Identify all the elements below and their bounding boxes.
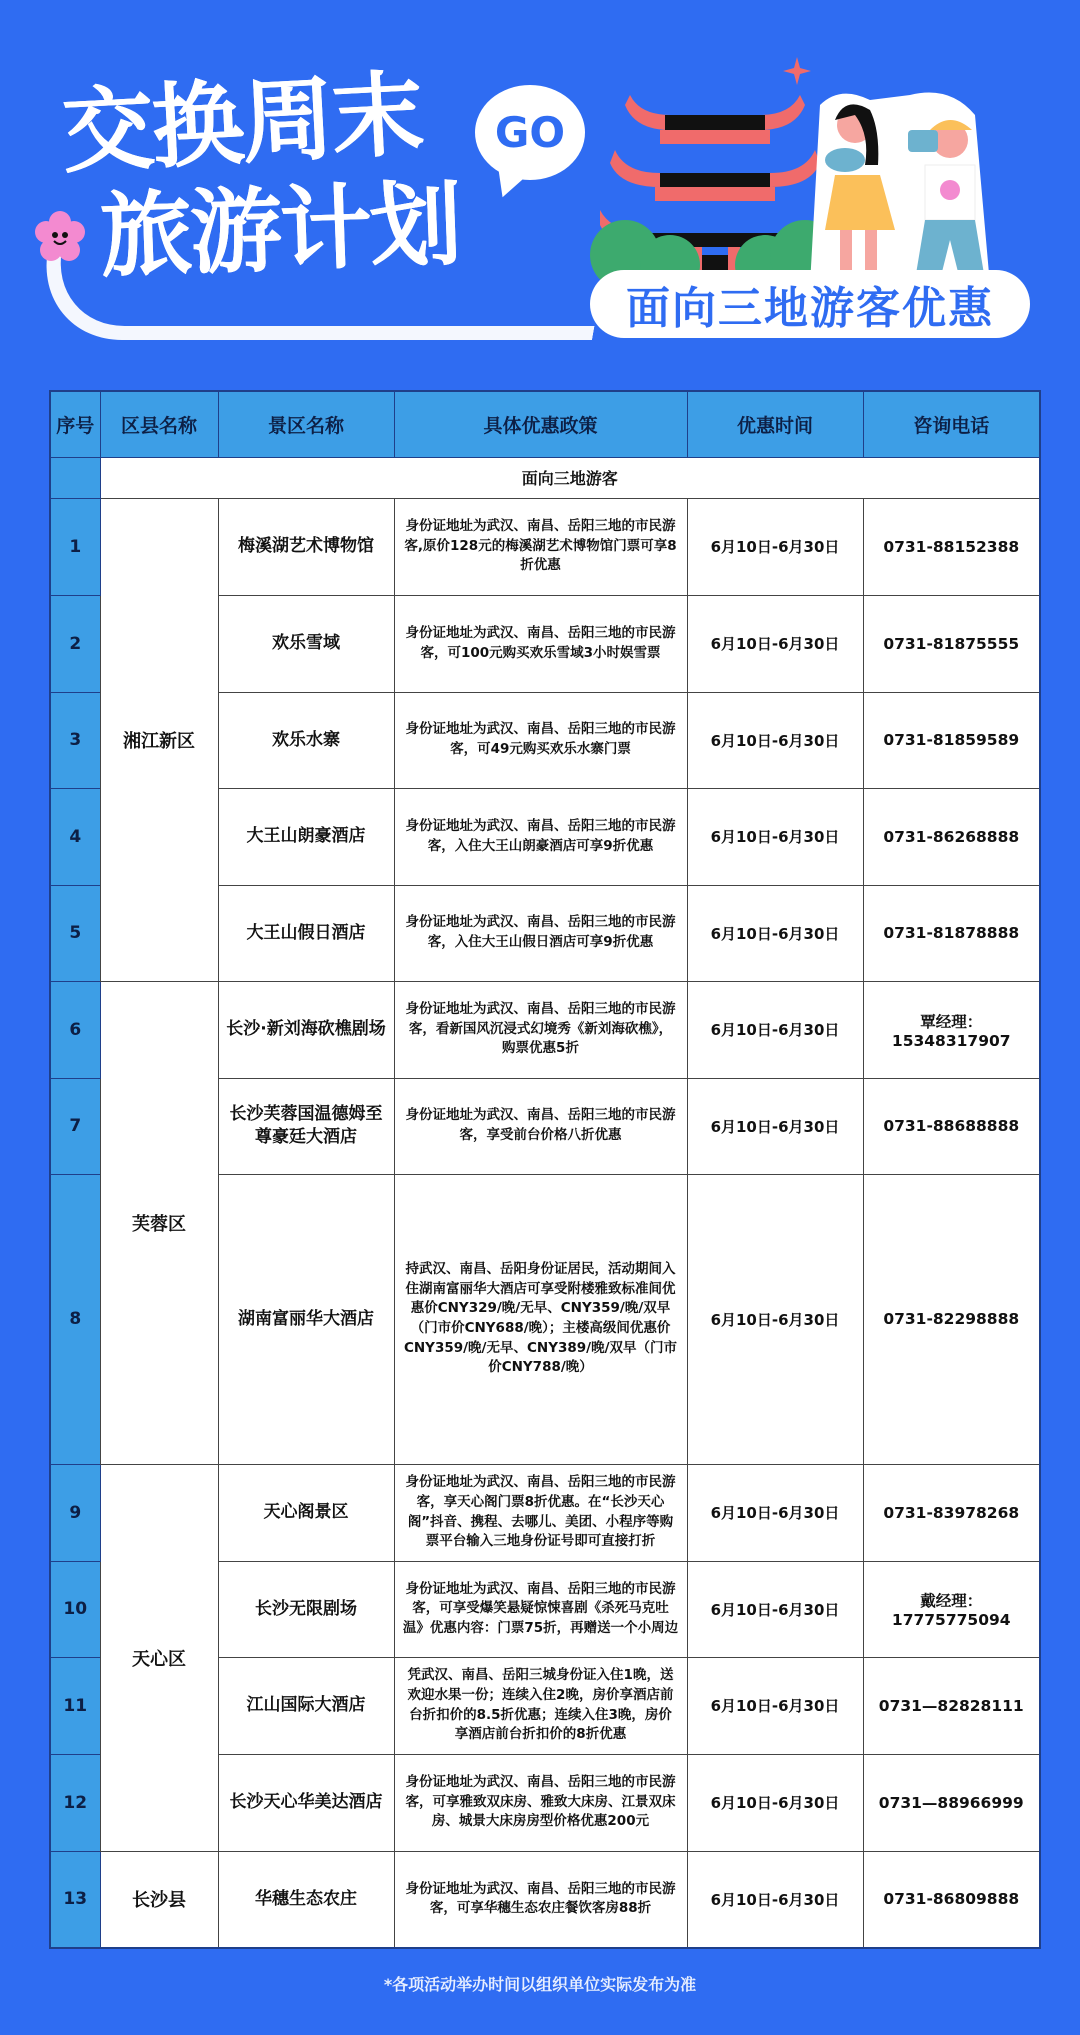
- policy-text: 身份证地址为武汉、南昌、岳阳三地的市民游客，可49元购买欢乐水寨门票: [394, 692, 687, 788]
- spot-name: 江山国际大酒店: [218, 1657, 394, 1754]
- go-badge-text: GO: [494, 108, 566, 157]
- row-index: 6: [50, 981, 100, 1078]
- header-period: 优惠时间: [687, 391, 863, 457]
- row-index: 11: [50, 1657, 100, 1754]
- row-index: 7: [50, 1078, 100, 1174]
- banner-title-line1: 交换周末: [59, 60, 425, 187]
- row-index: 13: [50, 1851, 100, 1948]
- phone-text: 0731—88966999: [863, 1754, 1040, 1851]
- district-cell: 湘江新区: [100, 498, 218, 981]
- phone-text: 0731-81875555: [863, 595, 1040, 692]
- policy-text: 身份证地址为武汉、南昌、岳阳三地的市民游客，看新国风沉浸式幻境秀《新刘海砍樵》，购票优惠5折: [394, 981, 687, 1078]
- row-index: 5: [50, 885, 100, 981]
- policy-text: 身份证地址为武汉、南昌、岳阳三地的市民游客，享天心阁门票8折优惠。在“长沙天心阁”抖音、携程、去哪儿、美团、小程序等购票平台输入三地身份证号即可直接打折: [394, 1464, 687, 1561]
- period-text: 6月10日-6月30日: [687, 1754, 863, 1851]
- go-speech-bubble-icon: [475, 85, 585, 180]
- spot-name: 长沙芙蓉国温德姆至尊豪廷大酒店: [218, 1078, 394, 1174]
- table-row: [50, 1851, 1040, 1948]
- row-index: 8: [50, 1174, 100, 1464]
- period-text: 6月10日-6月30日: [687, 788, 863, 885]
- section-row: [50, 457, 1040, 498]
- header-scenic-spot: 景区名称: [218, 391, 394, 457]
- table-header-row: [50, 391, 1040, 457]
- phone-text: 0731-82298888: [863, 1174, 1040, 1464]
- spot-name: 长沙·新刘海砍樵剧场: [218, 981, 394, 1078]
- spot-name: 天心阁景区: [218, 1464, 394, 1561]
- period-text: 6月10日-6月30日: [687, 498, 863, 595]
- policy-text: 身份证地址为武汉、南昌、岳阳三地的市民游客，可享华穗生态农庄餐饮客房88折: [394, 1851, 687, 1948]
- period-text: 6月10日-6月30日: [687, 1851, 863, 1948]
- policy-text: 身份证地址为武汉、南昌、岳阳三地的市民游客，可100元购买欢乐雪域3小时娱雪票: [394, 595, 687, 692]
- row-index: 12: [50, 1754, 100, 1851]
- header-policy: 具体优惠政策: [394, 391, 687, 457]
- policy-text: 身份证地址为武汉、南昌、岳阳三地的市民游客，可享受爆笑悬疑惊悚喜剧《杀死马克吐温》优惠内容：门票75折，再赠送一个小周边: [394, 1561, 687, 1657]
- district-cell: 天心区: [100, 1464, 218, 1851]
- spot-name: 欢乐水寨: [218, 692, 394, 788]
- phone-text: 0731-81859589: [863, 692, 1040, 788]
- period-text: 6月10日-6月30日: [687, 1657, 863, 1754]
- policy-text: 身份证地址为武汉、南昌、岳阳三地的市民游客，入住大王山朗豪酒店可享9折优惠: [394, 788, 687, 885]
- policy-text: 身份证地址为武汉、南昌、岳阳三地的市民游客，可享雅致双床房、雅致大床房、江景双床房、城景大床房房型价格优惠200元: [394, 1754, 687, 1851]
- row-index: 10: [50, 1561, 100, 1657]
- policy-text: 身份证地址为武汉、南昌、岳阳三地的市民游客，入住大王山假日酒店可享9折优惠: [394, 885, 687, 981]
- phone-text: 0731-86809888: [863, 1851, 1040, 1948]
- decorative-swoosh: [32, 250, 608, 340]
- spot-name: 华穗生态农庄: [218, 1851, 394, 1948]
- spot-name: 欢乐雪域: [218, 595, 394, 692]
- row-index: 4: [50, 788, 100, 885]
- table-row: [50, 1464, 1040, 1561]
- period-text: 6月10日-6月30日: [687, 1078, 863, 1174]
- phone-text: 0731-81878888: [863, 885, 1040, 981]
- section-index-cell: [50, 457, 100, 498]
- row-index: 1: [50, 498, 100, 595]
- section-label: 面向三地游客: [100, 457, 1040, 498]
- policy-text: 凭武汉、南昌、岳阳三城身份证入住1晚，送欢迎水果一份；连续入住2晚，房价享酒店前台折扣价的8.5折优惠；连续入住3晚，房价享酒店前台折扣价的8折优惠: [394, 1657, 687, 1754]
- period-text: 6月10日-6月30日: [687, 692, 863, 788]
- spot-name: 长沙无限剧场: [218, 1561, 394, 1657]
- period-text: 6月10日-6月30日: [687, 595, 863, 692]
- spot-name: 大王山朗豪酒店: [218, 788, 394, 885]
- header-district: 区县名称: [100, 391, 218, 457]
- smiling-flower-icon: [33, 210, 87, 264]
- district-cell: 芙蓉区: [100, 981, 218, 1464]
- spot-name: 长沙天心华美达酒店: [218, 1754, 394, 1851]
- banner-title-line2: 旅游计划: [98, 170, 462, 291]
- row-index: 2: [50, 595, 100, 692]
- sparkle-star-icon: [783, 57, 811, 85]
- period-text: 6月10日-6月30日: [687, 981, 863, 1078]
- table-row: [50, 981, 1040, 1078]
- phone-text: 0731-88688888: [863, 1078, 1040, 1174]
- phone-text: 0731—82828111: [863, 1657, 1040, 1754]
- phone-text: 0731-83978268: [863, 1464, 1040, 1561]
- policy-text: 身份证地址为武汉、南昌、岳阳三地的市民游客,原价128元的梅溪湖艺术博物馆门票可享8折优惠: [394, 498, 687, 595]
- period-text: 6月10日-6月30日: [687, 1464, 863, 1561]
- phone-text: 0731-86268888: [863, 788, 1040, 885]
- header-phone: 咨询电话: [863, 391, 1040, 457]
- banner: [0, 0, 1080, 380]
- table-row: [50, 498, 1040, 595]
- subtitle-banner: 面向三地游客优惠: [590, 270, 1030, 338]
- spot-name: 湖南富丽华大酒店: [218, 1174, 394, 1464]
- row-index: 3: [50, 692, 100, 788]
- phone-text: 戴经理：17775775094: [863, 1561, 1040, 1657]
- header-index: 序号: [50, 391, 100, 457]
- period-text: 6月10日-6月30日: [687, 1561, 863, 1657]
- phone-text: 0731-88152388: [863, 498, 1040, 595]
- policy-text: 持武汉、南昌、岳阳身份证居民，活动期间入住湖南富丽华大酒店可享受附楼雅致标准间优惠价CNY329/晚/无早、CNY359/晚/双早（门市价CNY688/晚）；主楼高级间优惠价CNY359/晚/无早、CNY389/晚/双早（门市价CNY788/晚）: [394, 1174, 687, 1464]
- tourists-illustration: [800, 85, 1000, 300]
- period-text: 6月10日-6月30日: [687, 1174, 863, 1464]
- row-index: 9: [50, 1464, 100, 1561]
- period-text: 6月10日-6月30日: [687, 885, 863, 981]
- spot-name: 大王山假日酒店: [218, 885, 394, 981]
- phone-text: 覃经理：15348317907: [863, 981, 1040, 1078]
- spot-name: 梅溪湖艺术博物馆: [218, 498, 394, 595]
- district-cell: 长沙县: [100, 1851, 218, 1948]
- footer-disclaimer: *各项活动举办时间以组织单位实际发布为准: [383, 1975, 697, 1994]
- discount-table: [49, 390, 1041, 1949]
- policy-text: 身份证地址为武汉、南昌、岳阳三地的市民游客，享受前台价格八折优惠: [394, 1078, 687, 1174]
